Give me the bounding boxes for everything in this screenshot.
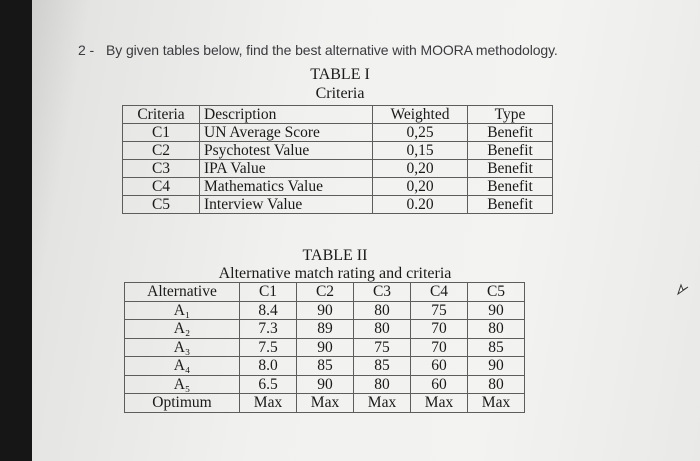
table-cell: 70 — [411, 320, 468, 339]
header-cell: Weighted — [373, 106, 468, 124]
table-cell: 6.5 — [240, 375, 297, 394]
table-cell: Interview Value — [200, 196, 373, 214]
table-cell: C4 — [123, 178, 200, 196]
table-cell: C2 — [123, 142, 200, 160]
header-cell: Criteria — [123, 106, 200, 124]
criteria-table — [122, 105, 553, 214]
table-cell: 90 — [297, 375, 354, 394]
table-cell: 0,25 — [373, 124, 468, 142]
table-cell: Max — [354, 394, 411, 413]
table1-title: TABLE I — [310, 66, 370, 83]
table-cell: 8.0 — [240, 357, 297, 376]
table-cell: 8.4 — [240, 301, 297, 320]
question — [78, 42, 558, 58]
table-cell: Max — [468, 394, 525, 413]
table-cell: Optimum — [125, 394, 240, 413]
table-cell: 0.20 — [373, 196, 468, 214]
header-cell: C4 — [411, 283, 468, 302]
table-cell: 90 — [468, 357, 525, 376]
table-cell: C1 — [123, 124, 200, 142]
table-cell: Benefit — [468, 196, 553, 214]
table2-title: TABLE II — [302, 247, 368, 264]
table-cell: 7.5 — [240, 338, 297, 357]
table-row — [123, 178, 553, 196]
table-cell: 85 — [354, 357, 411, 376]
table-cell: 80 — [354, 375, 411, 394]
table-header-row — [125, 283, 525, 302]
table-cell: 85 — [297, 357, 354, 376]
table-cell: 80 — [468, 375, 525, 394]
table-cell: C5 — [123, 196, 200, 214]
header-cell: C1 — [240, 283, 297, 302]
table-cell: Benefit — [468, 160, 553, 178]
table-cell: 7.3 — [240, 320, 297, 339]
table-row — [125, 394, 525, 413]
table-cell: 0,15 — [373, 142, 468, 160]
question-text: By given tables below, find the best alternative with MOORA methodology. — [106, 42, 558, 58]
table-cell: A₂ — [125, 320, 240, 339]
screen-bezel — [0, 0, 32, 461]
table-cell: A₅ — [125, 375, 240, 394]
table-cell: Max — [240, 394, 297, 413]
table-cell: C3 — [123, 160, 200, 178]
table-cell: 89 — [297, 320, 354, 339]
table-cell: Benefit — [468, 124, 553, 142]
header-cell: Description — [200, 106, 373, 124]
question-number: 2 - — [78, 42, 95, 58]
table-cell: A₁ — [125, 301, 240, 320]
table-cell: Max — [297, 394, 354, 413]
table-cell: IPA Value — [200, 160, 373, 178]
table-cell: A₃ — [125, 338, 240, 357]
table1-subtitle: Criteria — [315, 85, 365, 102]
table-cell: Benefit — [468, 178, 553, 196]
header-cell: C3 — [354, 283, 411, 302]
table-row — [123, 124, 553, 142]
table-header-row — [123, 106, 553, 124]
table-cell: 0,20 — [373, 178, 468, 196]
header-cell: Alternative — [125, 283, 240, 302]
table-cell: A₄ — [125, 357, 240, 376]
rating-table — [124, 282, 525, 413]
table-row — [125, 301, 525, 320]
table-cell: 85 — [468, 338, 525, 357]
table-row — [125, 338, 525, 357]
table-cell: 80 — [468, 320, 525, 339]
table-cell: Psychotest Value — [200, 142, 373, 160]
table-row — [123, 196, 553, 214]
header-cell: C2 — [297, 283, 354, 302]
table-cell: 90 — [297, 301, 354, 320]
table-row — [125, 320, 525, 339]
table-row — [123, 160, 553, 178]
table-cell: 60 — [411, 375, 468, 394]
table-cell: 90 — [297, 338, 354, 357]
table-cell: Max — [411, 394, 468, 413]
header-cell: C5 — [468, 283, 525, 302]
header-cell: Type — [468, 106, 553, 124]
table-cell: 60 — [411, 357, 468, 376]
table-cell: 0,20 — [373, 160, 468, 178]
table-cell: 80 — [354, 320, 411, 339]
table-row — [125, 375, 525, 394]
mouse-pointer-icon — [676, 282, 690, 296]
table-row — [123, 142, 553, 160]
table-row — [125, 357, 525, 376]
table-cell: 90 — [468, 301, 525, 320]
table2-subtitle: Alternative match rating and criteria — [218, 265, 452, 282]
table-cell: Benefit — [468, 142, 553, 160]
table-cell: 75 — [411, 301, 468, 320]
table-cell: UN Average Score — [200, 124, 373, 142]
table-cell: 80 — [354, 301, 411, 320]
table-cell: Mathematics Value — [200, 178, 373, 196]
table-cell: 75 — [354, 338, 411, 357]
table-cell: 70 — [411, 338, 468, 357]
